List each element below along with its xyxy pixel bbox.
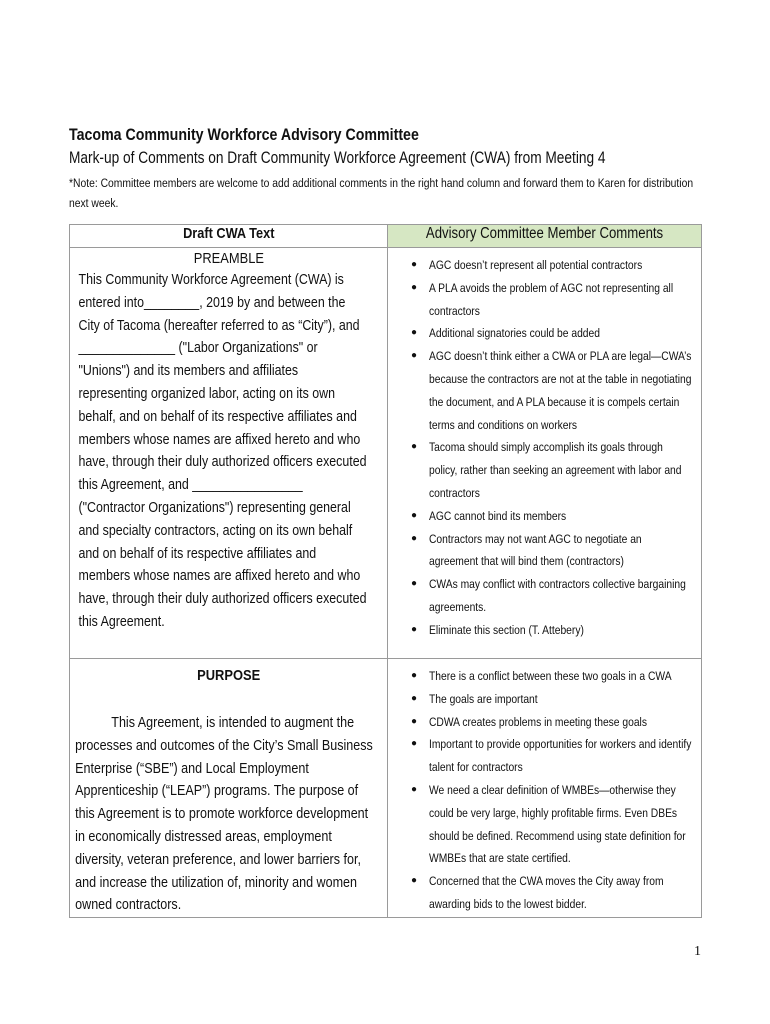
comment-list <box>388 254 701 642</box>
document-title: Tacoma Community Workforce Advisory Committee <box>69 126 419 144</box>
document-note: *Note: Committee members are welcome to add additional comments in the right hand column and forward them to Karen for distribution next week. <box>69 176 694 210</box>
section-heading-preamble: PREAMBLE <box>193 250 264 267</box>
purpose-comments-cell <box>388 659 702 918</box>
list-item: ● AGC doesn’t think either a CWA or PLA are legal—CWA’s because the contractors are not at the table in negotiating the document, and A PLA because it is compels certain terms and conditions on workers <box>388 345 701 436</box>
bullet-icon: ● <box>411 327 418 339</box>
bullet-icon: ● <box>411 259 418 270</box>
list-item: ● Concerned that the CWA moves the City away from awarding bids to the lowest bidder. <box>388 870 701 916</box>
bullet-icon: ● <box>411 875 418 887</box>
list-item: ● CDWA creates problems in meeting these goals <box>388 711 701 734</box>
bullet-icon: ● <box>411 578 418 590</box>
bullet-icon: ● <box>411 738 418 750</box>
bullet-icon: ● <box>411 441 418 453</box>
bullet-icon: ● <box>411 350 418 362</box>
column-header-comments: Advisory Committee Member Comments <box>388 225 702 248</box>
list-item: ● The goals are important <box>388 688 701 711</box>
bullet-icon: ● <box>411 692 418 704</box>
list-item: ● AGC doesn’t represent all potential contractors <box>388 254 701 277</box>
column-header-draft-text: Draft CWA Text <box>70 225 388 248</box>
table-header-row <box>70 225 702 248</box>
list-item: ● AGC cannot bind its members <box>388 505 701 528</box>
purpose-text: This Agreement, is intended to augment the processes and outcomes of the City’s Small Business Enterprise (“SBE”) and Local Employment Apprenticeship (“LEAP”) programs. The purpose of this Agreement is to promote workforce development in economically distressed areas, employment diversity, veteran preference, and lower barriers for, and increase the utilization of, minority and women owned contractors. <box>75 715 373 914</box>
comment-list <box>388 665 701 916</box>
list-item: ● Contractors may not want AGC to negotiate an agreement that will bind them (contractors) <box>388 528 701 574</box>
preamble-comments-cell <box>388 248 702 659</box>
list-item: ● We need a clear definition of WMBEs—otherwise they could be very large, highly profitable firms. Even DBEs should be defined. Recommend using state definition for WMBEs that are state certified. <box>388 779 701 870</box>
list-item: ● Eliminate this section (T. Attebery) <box>388 619 701 642</box>
bullet-icon: ● <box>411 509 418 521</box>
list-item: ● A PLA avoids the problem of AGC not representing all contractors <box>388 277 701 323</box>
list-item: ● Tacoma should simply accomplish its goals through policy, rather than seeking an agreement with labor and contractors <box>388 436 701 504</box>
document-subtitle: Mark-up of Comments on Draft Community Workforce Agreement (CWA) from Meeting 4 <box>69 149 606 167</box>
bullet-icon: ● <box>411 783 418 795</box>
purpose-cell <box>70 659 388 918</box>
list-item: ● Important to provide opportunities for workers and identify talent for contractors <box>388 733 701 779</box>
page-number: 1 <box>694 944 701 959</box>
bullet-icon: ● <box>411 281 418 293</box>
bullet-icon: ● <box>411 532 418 544</box>
table-row <box>70 248 702 659</box>
document-header <box>69 124 709 213</box>
list-item: ● CWAs may conflict with contractors collective bargaining agreements. <box>388 573 701 619</box>
preamble-cell <box>70 248 388 659</box>
bullet-icon: ● <box>411 623 418 635</box>
bullet-icon: ● <box>411 670 418 681</box>
comments-table <box>69 224 702 918</box>
preamble-text: This Community Workforce Agreement (CWA) is entered into________, 2019 by and between the City of Tacoma (hereafter referred to as “City”), and ______________ ("Labor Organizations" or "Unions") and its members and affiliates representing organized labor, acting on its own behalf, and on behalf of its respective affiliates and members whose names are affixed hereto and who have, through their duly authorized officers executed this Agreement, and ________________ ("Contractor Organizations") representing general and specialty contractors, acting on its own behalf and on behalf of its respective affiliates and members whose names are affixed hereto and who have, through their duly authorized officers executed this Agreement. <box>78 272 367 630</box>
table-row <box>70 659 702 918</box>
list-item: ● Additional signatories could be added <box>388 322 701 345</box>
bullet-icon: ● <box>411 715 418 727</box>
list-item: ● There is a conflict between these two goals in a CWA <box>388 665 701 688</box>
section-heading-purpose: PURPOSE <box>196 667 261 684</box>
